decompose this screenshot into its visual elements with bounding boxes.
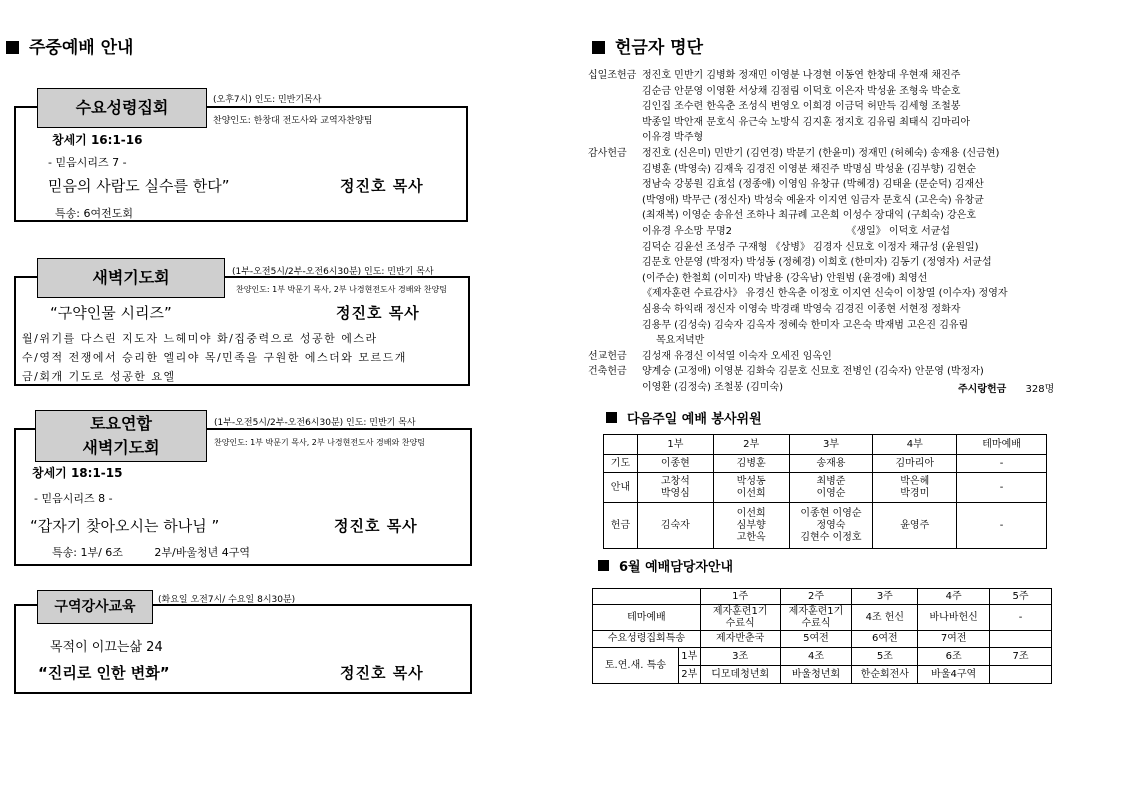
district-title: 구역강사교육 (37, 590, 153, 624)
district-pastor: 정진호 목사 (340, 664, 424, 682)
table-cell: 안내 (604, 473, 638, 503)
offering-label: 선교헌금 (588, 350, 627, 362)
table-row (604, 503, 1047, 549)
table-header: 2부 (713, 435, 789, 455)
offering-line: 양계승 (고정애) 이영분 김화숙 김문호 신묘호 전병인 (김숙자) 안문영 (박정자) (642, 366, 984, 378)
table-header: 테마예배 (957, 435, 1047, 455)
square-bullet-icon (592, 41, 605, 54)
offering-line: 김성재 유경신 이석열 이숙자 오세진 임옥인 (642, 350, 832, 362)
service-heading: 다음주일 예배 봉사위원 (606, 408, 762, 427)
offering-label: 십일조헌금 (588, 70, 637, 81)
offering-line: 정진호 민반기 김병화 정재민 이영분 나경현 이동연 한창대 우현재 채진주 (642, 70, 961, 81)
table-cell (990, 631, 1052, 648)
wednesday-series: - 믿음시리즈 7 - (48, 156, 127, 169)
table-cell: 윤영주 (873, 503, 957, 549)
table-header: 1부 (637, 435, 713, 455)
table-header: 1주 (700, 589, 780, 605)
left-heading: 주중예배 안내 (6, 33, 133, 58)
offering-line: 심용숙 하익래 정신자 이영숙 박경래 박영숙 김경진 이종현 서현정 정화자 (642, 303, 961, 315)
table-cell: 송재용 (789, 455, 873, 473)
june-heading: 6월 예배담당자안내 (598, 556, 733, 575)
table-cell: 제자반춘국 (700, 631, 780, 648)
table-row (604, 473, 1047, 503)
dawn-sermon: “구약인물 시리즈” (50, 304, 172, 322)
table-cell: 7여전 (918, 631, 990, 648)
table-cell: 6조 (918, 648, 990, 666)
table-header: 2주 (780, 589, 852, 605)
saturday-title-line2: 새벽기도회 (82, 438, 160, 457)
saturday-special: 특송: 1부/ 6조 2부/바울청년 4구역 (52, 546, 250, 559)
wednesday-info: (오후7시) 인도: 민반기목사 (213, 95, 322, 105)
saturday-praise: 찬양인도: 1부 박문기 목사, 2부 나경현전도사 경배와 찬양팀 (214, 438, 425, 447)
offering-line: 김문호 안문영 (박정자) 박성동 (정혜경) 이희호 (한미자) 김동기 (정영자) 서균섭 (642, 257, 992, 269)
table-row (593, 648, 1052, 666)
square-bullet-icon (6, 41, 19, 54)
table-cell: - (957, 455, 1047, 473)
dawn-info: (1부-오전5시/2부-오전6시30분) 인도: 민반기 목사 (232, 267, 434, 277)
table-header (593, 589, 701, 605)
table-header: 3주 (852, 589, 918, 605)
offering-list (588, 68, 1088, 395)
table-cell: 3조 (700, 648, 780, 666)
district-sermon: “진리로 인한 변화” (38, 664, 170, 682)
table-cell: 7조 (990, 648, 1052, 666)
table-cell (990, 666, 1052, 684)
table-cell: 바나바헌신 (918, 605, 990, 631)
table-cell: 제자훈련1기 수료식 (780, 605, 852, 631)
saturday-title-line1: 토요연합 (90, 414, 152, 433)
table-cell: 테마예배 (593, 605, 701, 631)
table-cell: 박은혜 박경미 (873, 473, 957, 503)
table-cell: 4조 헌신 (852, 605, 918, 631)
square-bullet-icon (598, 560, 609, 571)
table-cell: 5조 (852, 648, 918, 666)
offering-group-thanks (588, 146, 1088, 349)
offering-line: 《제자훈련 수료감사》 유경신 한옥춘 이정호 이지연 신숙이 이창열 (이수자) 정영자 (642, 288, 1008, 300)
table-cell: 이선희 심부향 고한옥 (713, 503, 789, 549)
offering-line: 이유경 우소망 무명2 《생일》 이덕호 서균섭 (642, 225, 951, 237)
table-cell: 4조 (780, 648, 852, 666)
table-cell: - (957, 503, 1047, 549)
wednesday-praise: 찬양인도: 한창대 전도사와 교역자찬양팀 (213, 116, 373, 126)
offering-line: 김순금 안문영 이영환 서상채 김점림 이덕호 이은자 박성윤 조형욱 박순호 (642, 85, 961, 97)
table-cell: 김병훈 (713, 455, 789, 473)
service-table (603, 434, 1047, 549)
table-cell: 기도 (604, 455, 638, 473)
table-header (604, 435, 638, 455)
table-cell: 5여전 (780, 631, 852, 648)
total-value: 328명 (1025, 383, 1055, 395)
dawn-schedule-line: 월/위기를 다스린 지도자 느헤미야 화/집중력으로 성공한 에스라 (22, 332, 378, 345)
table-cell: 바울4구역 (918, 666, 990, 684)
district-verse: 목적이 이끄는삶 24 (50, 640, 163, 655)
wednesday-sermon: 믿음의 사람도 실수를 한다” (48, 177, 230, 195)
table-cell: 박성동 이선희 (713, 473, 789, 503)
saturday-pastor: 정진호 목사 (334, 517, 418, 535)
table-row (604, 435, 1047, 455)
offering-line: 김덕순 김윤선 조성주 구재형 《상병》 김경자 신묘호 이정자 채규성 (윤원일) (642, 241, 979, 253)
offering-line: 이유경 박주형 (642, 132, 704, 144)
table-cell: 최병준 이영순 (789, 473, 873, 503)
wednesday-special: 특송: 6여전도회 (55, 207, 133, 220)
offering-group-building (588, 364, 1088, 395)
dawn-schedule-line: 금/회개 기도로 성공한 요엘 (22, 370, 176, 383)
district-info: (화요일 오전7시/ 수요일 8시30분) (158, 595, 296, 605)
saturday-verse: 창세기 18:1-15 (32, 466, 123, 480)
table-cell: 김마리아 (873, 455, 957, 473)
table-cell: 1부 (678, 648, 700, 666)
offering-label: 감사헌금 (588, 147, 627, 159)
dawn-praise: 찬양인도: 1부 박문기 목사, 2부 나경현전도사 경배와 찬양팀 (236, 285, 447, 294)
right-heading: 헌금자 명단 (592, 33, 703, 58)
offering-line: (박영애) 박무근 (정신자) 박성숙 예윤자 이지연 임금자 문호식 (고은숙) 유창균 (642, 194, 984, 206)
table-cell: 디모데청년회 (700, 666, 780, 684)
table-row (593, 589, 1052, 605)
offering-line: 박종일 박안재 문호식 유근숙 노방식 김지훈 정지호 김유림 최태식 김마리아 (642, 116, 971, 128)
table-row (593, 605, 1052, 631)
square-bullet-icon (606, 412, 617, 423)
saturday-series: - 믿음시리즈 8 - (34, 492, 113, 505)
table-header: 4부 (873, 435, 957, 455)
offering-line: 목요저녁반 (656, 335, 705, 347)
table-cell: 고창석 박영심 (637, 473, 713, 503)
offering-line: 김병훈 (박영숙) 김재욱 김경진 이영분 채진주 박명심 박성윤 (김부향) 김현순 (642, 163, 977, 175)
table-cell: - (957, 473, 1047, 503)
dawn-title: 새벽기도회 (37, 258, 225, 298)
table-row (604, 455, 1047, 473)
table-cell: 바울청년회 (780, 666, 852, 684)
table-cell: - (990, 605, 1052, 631)
table-cell: 6여전 (852, 631, 918, 648)
table-header: 3부 (789, 435, 873, 455)
wednesday-verse: 창세기 16:1-16 (52, 133, 143, 147)
wednesday-pastor: 정진호 목사 (340, 177, 424, 195)
table-cell: 김숙자 (637, 503, 713, 549)
total-label: 주시랑헌금 (958, 383, 1007, 395)
dawn-pastor: 정진호 목사 (336, 304, 420, 322)
table-cell: 한순회전사 (852, 666, 918, 684)
dawn-schedule (22, 329, 407, 386)
offering-line: 김용무 (김성숙) 김숙자 김옥자 정혜숙 한미자 고은숙 박재범 고은진 김유림 (642, 319, 969, 331)
offering-line: 정진호 (신은미) 민반기 (김연경) 박문기 (한윤미) 정재민 (허혜숙) 송재용 (신금현) (642, 147, 1000, 159)
table-cell: 제자훈련1기 수료식 (700, 605, 780, 631)
offering-line: 정남숙 강봉원 김효섭 (정종애) 이영임 유창규 (박혜경) 김태윤 (문순덕) 김재산 (642, 179, 984, 191)
table-cell: 2부 (678, 666, 700, 684)
table-cell: 헌금 (604, 503, 638, 549)
table-row (593, 631, 1052, 648)
wednesday-title: 수요성령집회 (37, 88, 207, 128)
total-count (958, 380, 1054, 395)
offering-line: 이영환 (김정숙) 조철봉 (김미숙) (642, 381, 784, 393)
offering-line: 김인집 조수련 한옥춘 조성식 변영오 이희경 이금덕 허만득 김세형 조철봉 (642, 101, 961, 113)
june-table (592, 588, 1052, 684)
dawn-schedule-line: 수/영적 전쟁에서 승리한 엘리야 목/민족을 구원한 에스더와 모르드개 (22, 351, 407, 364)
table-cell: 이종현 (637, 455, 713, 473)
offering-label: 건축헌금 (588, 366, 627, 378)
saturday-info: (1부-오전5시/2부-오전6시30분) 인도: 민반기 목사 (214, 418, 416, 428)
table-header: 4주 (918, 589, 990, 605)
table-cell: 토.연.새. 특송 (593, 648, 679, 684)
offering-line: (이주순) 한철희 (이미자) 박남용 (강옥남) 안원범 (윤경애) 최영선 (642, 272, 928, 284)
offering-line: (최재복) 이영순 송유선 조하나 최규례 고은희 이성수 장대익 (구희숙) 강은호 (642, 210, 977, 222)
saturday-sermon: “갑자기 찾아오시는 하나님 ” (30, 517, 220, 535)
saturday-title (35, 410, 207, 462)
table-cell: 이종현 이영순 정영숙 김현수 이정호 (789, 503, 873, 549)
table-cell: 수요성령집회특송 (593, 631, 701, 648)
offering-group-mission (588, 349, 1088, 365)
offering-group-tithe (588, 68, 1088, 146)
table-header: 5주 (990, 589, 1052, 605)
